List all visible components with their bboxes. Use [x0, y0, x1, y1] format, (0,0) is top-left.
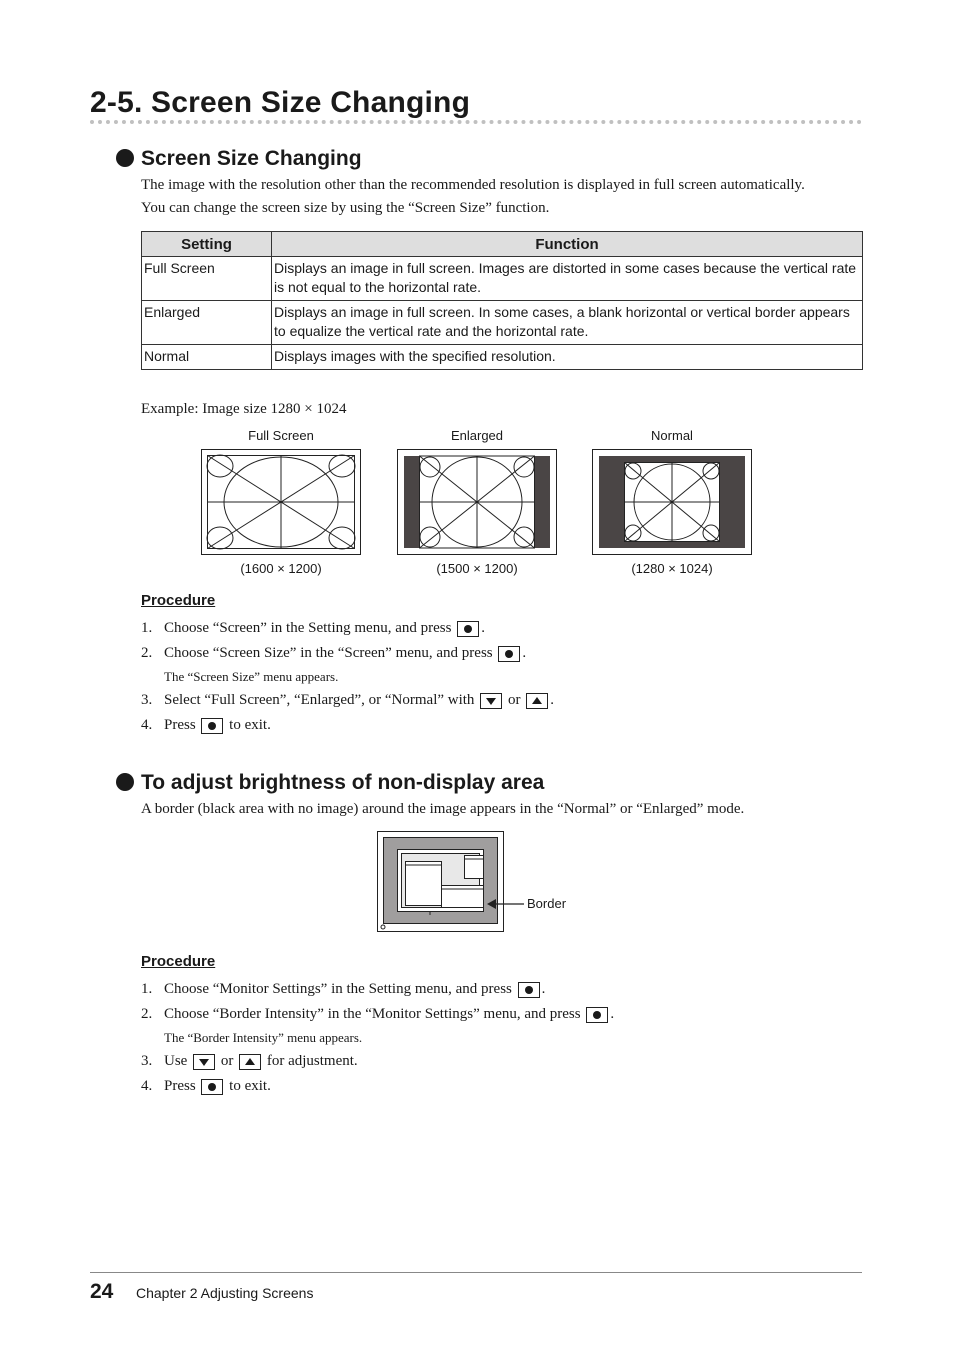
enter-button-icon — [201, 1079, 223, 1095]
procedure-step: 1. Choose “Monitor Settings” in the Setting menu, and press . — [141, 981, 546, 997]
bullet-icon — [116, 149, 134, 167]
enter-button-icon — [457, 621, 479, 637]
enter-button-icon — [498, 646, 520, 662]
procedure-step-note: The “Screen Size” menu appears. — [164, 669, 339, 684]
procedure-step: 1. Choose “Screen” in the Setting menu, and press . — [141, 620, 485, 636]
up-button-icon — [239, 1054, 261, 1070]
title-underline-dots — [90, 120, 862, 124]
normal-example-illustration — [592, 449, 752, 555]
intro-line-1: The image with the resolution other than the recommended resolution is displayed in full screen automatically. — [141, 177, 805, 193]
border-label: Border — [527, 896, 567, 911]
footer-divider — [90, 1272, 862, 1273]
procedure-step: 2. Choose “Screen Size” in the “Screen” menu, and press . — [141, 645, 527, 661]
screen-size-settings-table — [141, 231, 863, 370]
procedure-heading: Procedure — [141, 592, 216, 609]
procedure-step: 3. Select “Full Screen”, “Enlarged”, or “Normal” with or . — [141, 692, 554, 708]
down-button-icon — [193, 1054, 215, 1070]
procedure-step: 2. Choose “Border Intensity” in the “Monitor Settings” menu, and press . — [141, 1006, 615, 1022]
table-cell-setting: Enlarged — [142, 301, 272, 345]
procedure-step-note: The “Border Intensity” menu appears. — [164, 1030, 363, 1045]
enter-button-icon — [201, 718, 223, 734]
section-title-screen-size: Screen Size Changing — [116, 147, 362, 171]
table-row — [142, 257, 863, 301]
example-size-normal: (1280 × 1024) — [631, 561, 713, 576]
example-label-normal: Normal — [651, 428, 693, 443]
table-cell-function: Displays an image in full screen. Images are distorted in some cases because the vertical rate is not equal to the horizontal rate. — [272, 257, 863, 301]
table-row — [142, 345, 863, 370]
down-button-icon — [480, 693, 502, 709]
procedure-heading: Procedure — [141, 953, 216, 970]
table-cell-function: Displays images with the specified resolution. — [272, 345, 863, 370]
enlarged-example-illustration — [397, 449, 557, 555]
enter-button-icon — [586, 1007, 608, 1023]
border-pointer-arrow-icon — [486, 897, 526, 911]
table-cell-function: Displays an image in full screen. In some cases, a blank horizontal or vertical border appears to equalize the vertical rate and the horizontal rate. — [272, 301, 863, 345]
table-header-setting: Setting — [142, 232, 272, 257]
table-header-function: Function — [272, 232, 863, 257]
example-caption: Example: Image size 1280 × 1024 — [141, 401, 347, 417]
full-screen-example-illustration — [201, 449, 361, 555]
border-intro: A border (black area with no image) around the image appears in the “Normal” or “Enlarged” mode. — [141, 801, 745, 817]
example-size-enlarged: (1500 × 1200) — [436, 561, 518, 576]
example-label-enlarged: Enlarged — [450, 428, 504, 443]
procedure-step: 4. Press to exit. — [141, 717, 271, 733]
procedure-step: 4. Press to exit. — [141, 1078, 271, 1094]
table-row — [142, 301, 863, 345]
example-size-full-screen: (1600 × 1200) — [240, 561, 322, 576]
table-cell-setting: Normal — [142, 345, 272, 370]
intro-line-2: You can change the screen size by using the “Screen Size” function. — [141, 200, 550, 216]
enter-button-icon — [518, 982, 540, 998]
page-number: 24 — [90, 1280, 114, 1303]
procedure-steps-border-intensity — [141, 977, 614, 1099]
procedure-step: 3. Use or for adjustment. — [141, 1053, 358, 1069]
procedure-steps-screen-size — [141, 616, 554, 738]
section-title-border-brightness: To adjust brightness of non-display area — [116, 771, 544, 795]
example-label-full-screen: Full Screen — [248, 428, 314, 443]
up-button-icon — [526, 693, 548, 709]
border-monitor-illustration — [376, 830, 506, 934]
table-cell-setting: Full Screen — [142, 257, 272, 301]
bullet-icon — [116, 773, 134, 791]
footer-chapter-text: Chapter 2 Adjusting Screens — [136, 1285, 314, 1301]
table-header-row — [142, 232, 863, 257]
chapter-title: 2-5. Screen Size Changing — [90, 86, 471, 119]
